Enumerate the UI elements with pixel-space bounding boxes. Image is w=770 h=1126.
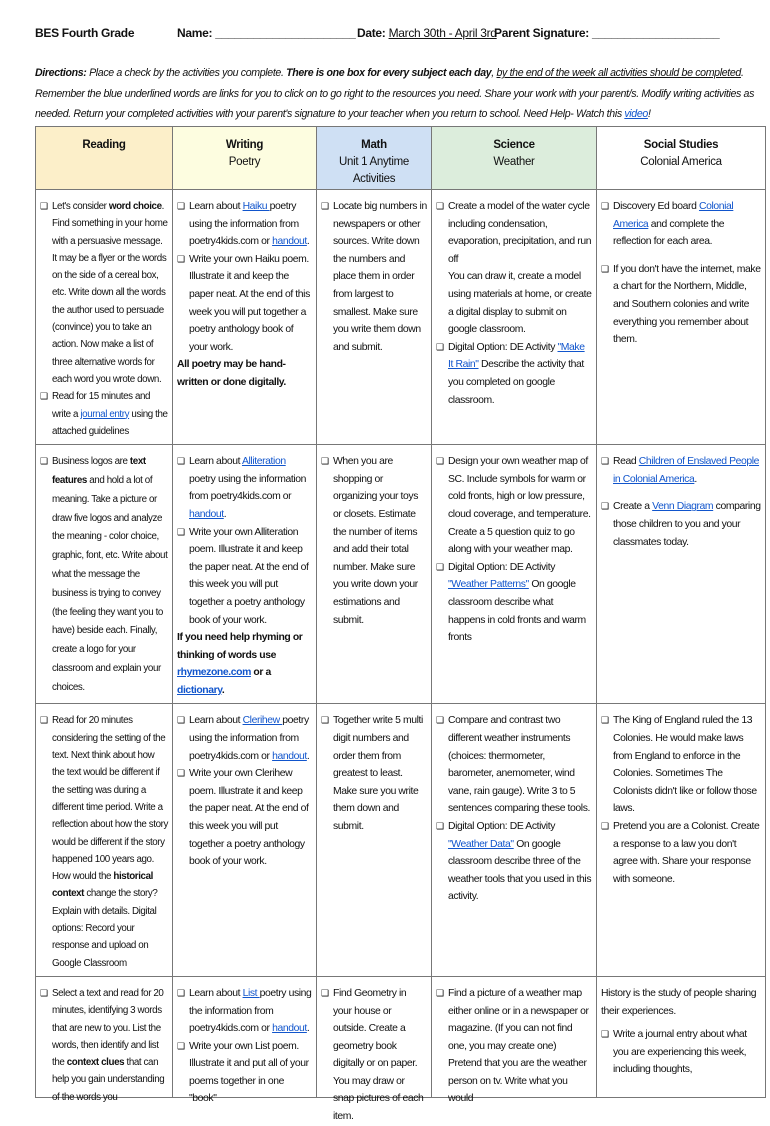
item-text: poetry using the information from poetry4kids.com or <box>189 715 309 762</box>
col-title: Science <box>493 139 535 151</box>
checkbox-icon[interactable]: ❑ <box>436 715 444 726</box>
list-item <box>177 712 312 765</box>
note-text: or a <box>250 667 271 679</box>
checkbox-icon[interactable]: ❑ <box>177 1040 185 1051</box>
item-text: Select a text and read for 20 minutes, identifying 3 words that are new to you. List the words, then identify and list the <box>52 987 164 1069</box>
list-item <box>321 985 427 1126</box>
checkbox-icon[interactable]: ❑ <box>321 715 329 726</box>
item-text: Digital Option: DE Activity <box>448 821 556 833</box>
note-bold: All poetry may be hand- written or done digitally. <box>177 359 286 388</box>
item-text: . <box>223 508 227 520</box>
item-bold: text features <box>52 456 146 486</box>
item-text: change the story? Explain with details. Digital options: Record your response and upload on Google Classroom <box>52 888 158 969</box>
item-text: Find a picture of a weather map either online or in a newspaper or magazine. (If you can not find one, you may create one) <box>448 987 589 1052</box>
item-text: Write your own Clerihew poem. Illustrate it and keep the paper neat. At the end of this week you will put together a poetry anthology book of your work. <box>189 768 309 868</box>
handout-link[interactable]: handout <box>189 508 224 520</box>
item-text: and hold a lot of meaning. Take a picture or draw five logos and analyze the meaning - color choice, graphic, font, etc. Write about what the message the business is trying to convey (the feeling they want you to have) beside each. Finally, create a logo for your classroom and explain your choices. <box>52 474 168 693</box>
checkbox-icon[interactable]: ❑ <box>601 456 609 467</box>
col-title: Social Studies <box>643 139 719 151</box>
item-text: . Find something in your home with a persuasive message. It may be a flyer or the words on the side of a cereal box, etc. Write down all the words the author used to persuade (convince) you to take an action. Now make a list of three alternative words for each word you wrote down. <box>52 201 168 385</box>
checkbox-icon[interactable]: ❑ <box>321 201 329 211</box>
table-row <box>36 704 766 976</box>
directions-bold: There is one box for every subject each day <box>286 67 492 79</box>
item-text: Write a journal entry about what you are experiencing this week, including thoughts, <box>613 1029 747 1076</box>
directions-underline: by the end of the week all activities should be completed <box>496 67 741 79</box>
checkbox-icon[interactable]: ❑ <box>436 201 444 211</box>
checkbox-icon[interactable]: ❑ <box>601 501 609 512</box>
cell-math <box>317 190 432 445</box>
note-text: . <box>221 684 225 696</box>
video-link[interactable]: video <box>624 108 648 120</box>
list-item <box>321 712 427 835</box>
col-title: Reading <box>82 139 126 151</box>
item-text: poetry using the information from poetry4kids.com or <box>189 201 299 248</box>
list-item <box>601 453 761 488</box>
checkbox-icon[interactable]: ❑ <box>177 768 185 779</box>
item-text: Read for 20 minutes considering the setting of the text. Next think about how the text would be different if the setting was during a different time period. Write a reflection about how the story would be different if the story happened 100 years ago. How would the <box>52 715 168 883</box>
list-item <box>40 712 168 971</box>
item-text: Learn about <box>189 456 242 468</box>
item-text: On google classroom describe three of the weather tools that you used in this activity. <box>448 838 592 903</box>
item-text: Business logos are <box>52 456 130 468</box>
checkbox-icon[interactable]: ❑ <box>177 201 185 211</box>
checkbox-icon[interactable]: ❑ <box>177 253 185 264</box>
date-label <box>357 26 497 40</box>
item-text: Write your own Alliteration poem. Illustrate it and keep the paper neat. At the end of this week you will put together a poetry anthology book of your work. <box>189 526 309 626</box>
item-text: Design your own weather map of SC. Include symbols for warm or cold fronts, high or low pressure, cloud coverage, and temperature. Create a 5 question quiz to go along with your weather map. <box>448 456 591 556</box>
note-text: If you need help rhyming or thinking of words use <box>177 632 303 661</box>
item-bold: word choice <box>108 201 162 212</box>
list-item <box>601 498 761 551</box>
activity-table <box>35 126 766 1123</box>
item-text: Together write 5 multi digit numbers and order them from greatest to least. Make sure you write them down and submit. <box>333 715 423 833</box>
item-text: History is the study of people sharing their experiences. <box>601 987 757 1017</box>
item-text: Discovery Ed board <box>613 201 699 212</box>
directions-text: , <box>491 67 497 79</box>
haiku-link[interactable]: Haiku <box>242 201 270 212</box>
name-field[interactable]: Name: ______________________ <box>177 26 356 40</box>
item-text: . <box>694 473 697 485</box>
handout-link[interactable]: handout <box>272 236 307 248</box>
checkbox-icon[interactable]: ❑ <box>177 715 185 726</box>
list-item <box>436 559 592 647</box>
cell-science <box>432 976 597 1105</box>
item-text: Write your own Haiku poem. Illustrate it and keep the paper neat. At the end of this week you will put together a poetry anthology book of your work. <box>189 253 310 353</box>
list-item <box>436 818 592 906</box>
handout-link[interactable]: handout <box>272 750 307 762</box>
date-label-text: Date: <box>357 26 386 40</box>
checkbox-icon[interactable]: ❑ <box>177 456 185 467</box>
item-text: Find Geometry in your house or outside. Create a geometry book digitally or on paper. You may draw or snap pictures of each item. <box>333 987 424 1123</box>
journal-entry-link[interactable]: journal entry <box>80 408 130 420</box>
col-sub: Weather <box>493 156 535 168</box>
cell-social-studies <box>597 704 766 976</box>
school-grade: BES Fourth Grade <box>35 26 135 40</box>
cell-science <box>432 190 597 445</box>
item-text: When you are shopping or organizing your toys or closets. Estimate the number of items and add their total number. Make sure you write down your estimations and submit. <box>333 456 418 626</box>
directions-lead: Directions: <box>35 67 87 79</box>
checkbox-icon[interactable]: ❑ <box>436 341 444 352</box>
cell-science <box>432 704 597 976</box>
cell-reading <box>36 445 173 704</box>
directions <box>35 63 755 125</box>
list-item <box>436 339 592 409</box>
item-text: Write your own List poem. Illustrate it and put all of your poems together in one "book" <box>189 1040 309 1105</box>
checkbox-icon[interactable]: ❑ <box>436 987 444 998</box>
cell-social-studies <box>597 190 766 445</box>
directions-text: Place a check by the activities you complete. <box>86 67 287 79</box>
weather-data-link[interactable]: "Weather Data" <box>448 838 514 850</box>
cell-science <box>432 445 597 704</box>
item-text: comparing those children to you and your classmates today. <box>613 501 761 548</box>
item-text: Pretend that you are the weather person on tv. Write what you would <box>448 1058 587 1105</box>
list-poetry-link[interactable]: List <box>242 987 260 999</box>
item-text: Let's consider <box>52 201 109 212</box>
make-it-rain-link[interactable]: "Make It Rain" <box>448 341 585 371</box>
cell-reading <box>36 976 173 1103</box>
list-item <box>40 388 168 440</box>
item-bold: historical context <box>52 871 153 900</box>
checkbox-icon[interactable]: ❑ <box>601 1029 609 1040</box>
checkbox-icon[interactable]: ❑ <box>40 715 48 726</box>
dictionary-link[interactable]: dictionary <box>177 684 222 696</box>
checkbox-icon[interactable]: ❑ <box>321 987 329 998</box>
item-text: Digital Option: DE Activity <box>448 341 558 353</box>
col-science <box>432 127 597 190</box>
venn-diagram-link[interactable]: Venn Diagram <box>652 501 714 513</box>
item-text: If you don't have the internet, make a chart for the Northern, Middle, and Southern colonies and write everything you remember about them. <box>613 263 761 346</box>
item-text: Learn about <box>189 715 243 727</box>
item-text: Learn about <box>189 987 243 999</box>
list-item <box>177 524 312 630</box>
item-text: using the attached guidelines <box>52 408 168 437</box>
list-item <box>601 712 761 818</box>
item-bold: context clues <box>66 1057 125 1069</box>
cell-writing <box>173 445 317 704</box>
checkbox-icon[interactable]: ❑ <box>601 263 609 274</box>
item-text: poetry using the information from poetry4kids.com or <box>189 987 312 1035</box>
checkbox-icon[interactable]: ❑ <box>321 456 329 467</box>
table-row <box>36 190 766 445</box>
list-item <box>40 453 168 697</box>
note-bold <box>177 629 312 699</box>
list-item <box>321 198 427 356</box>
list-item <box>436 453 592 559</box>
col-math <box>317 127 432 190</box>
item-text: that can help you gain understanding of the words you <box>52 1057 165 1103</box>
table-row <box>36 976 766 1097</box>
item-text: The King of England ruled the 13 Colonies. He would make laws from England to enforce in the Colonies. Sometimes The Colonists didn't like or follow those laws. <box>613 715 757 815</box>
item-text: Pretend you are a Colonist. Create a response to a law you don't agree with. Share your response with someone. <box>613 821 760 885</box>
checkbox-icon[interactable]: ❑ <box>436 561 444 572</box>
directions-text: ! <box>647 108 651 120</box>
item-text: Locate big numbers in newspapers or other sources. Write down the numbers and place them in order from largest to smallest. Make sure you write them down and submit. <box>333 201 427 353</box>
col-sub: Poetry <box>228 156 261 168</box>
col-social-studies <box>597 127 766 190</box>
item-text: On google classroom describe what happens in cold fronts and warm fronts <box>448 579 586 644</box>
list-item <box>177 251 312 357</box>
clerihew-link[interactable]: Clerihew <box>242 715 283 727</box>
item-text: and complete the reflection for each area. <box>613 218 725 248</box>
checkbox-icon[interactable]: ❑ <box>40 391 48 402</box>
col-sub: Unit 1 Anytime Activities <box>339 156 409 185</box>
list-item <box>177 198 312 251</box>
parent-signature-field[interactable]: Parent Signature: ____________________ <box>494 26 720 40</box>
list-item <box>436 712 592 818</box>
handout-link[interactable]: handout <box>272 1023 307 1035</box>
item-text: Read for 15 minutes and write a <box>52 391 151 420</box>
col-title: Math <box>361 139 387 151</box>
cell-writing <box>173 976 317 1105</box>
date-value: March 30th - April 3rd <box>388 26 497 40</box>
checkbox-icon[interactable]: ❑ <box>40 456 48 467</box>
item-text: Compare and contrast two different weather instruments (choices: thermometer, barometer, anemometer, wind vane, rain gauge). Write 3 to 5 sentences comparing these tools. <box>448 715 590 815</box>
cell-social-studies <box>597 976 766 1097</box>
item-text: You can draw it, create a model using materials at home, or create a digital display to submit on google classroom. <box>448 271 592 336</box>
checkbox-icon[interactable]: ❑ <box>601 715 609 726</box>
item-text: Create a model of the water cycle including condensation, evaporation, precipitation, and run off <box>448 201 592 265</box>
list-item <box>601 818 761 888</box>
item-text: . <box>306 236 310 248</box>
col-sub: Colonial America <box>640 156 722 168</box>
cell-math <box>317 445 432 704</box>
col-writing <box>173 127 317 190</box>
list-item <box>177 453 312 523</box>
checkbox-icon[interactable]: ❑ <box>436 821 444 832</box>
list-item <box>177 985 312 1038</box>
cell-reading <box>36 190 173 445</box>
list-item <box>601 261 761 349</box>
checkbox-icon[interactable]: ❑ <box>436 456 444 467</box>
list-item <box>40 985 168 1106</box>
list-item <box>601 1026 761 1079</box>
item-text: . <box>306 1023 310 1035</box>
checkbox-icon[interactable]: ❑ <box>177 987 185 998</box>
rhymezone-link[interactable]: rhymezone.com <box>177 667 251 679</box>
list-item <box>436 198 592 339</box>
item-text: Learn about <box>189 201 243 212</box>
alliteration-link[interactable]: Alliteration <box>241 456 286 468</box>
cell-math <box>317 976 432 1123</box>
cell-writing <box>173 704 317 976</box>
item-text: poetry using the information from poetry4kids.com or <box>189 473 307 503</box>
checkbox-icon[interactable]: ❑ <box>40 987 48 998</box>
list-item <box>321 453 427 629</box>
item-text: Digital Option: DE Activity <box>448 561 556 573</box>
list-item <box>177 765 312 871</box>
directions-text: . Remember the blue underlined words are links for you to click on to go right to the resources you need. Share your work with your parent/s. Modify writing activities as needed. Return your completed activities with your parent's signature to your teacher when you return to school. Need Help- Watch this <box>35 67 755 120</box>
checkbox-icon[interactable]: ❑ <box>40 201 48 211</box>
list-item <box>436 985 592 1108</box>
cell-math <box>317 704 432 976</box>
checkbox-icon[interactable]: ❑ <box>601 821 609 832</box>
item-text: Read <box>613 456 639 468</box>
list-item <box>601 198 761 251</box>
checkbox-icon[interactable]: ❑ <box>601 201 609 211</box>
cell-reading <box>36 704 173 976</box>
col-reading <box>36 127 173 190</box>
table-row <box>36 445 766 704</box>
list-item <box>177 1038 312 1108</box>
list-item <box>40 198 168 388</box>
item-text: Create a <box>613 501 653 513</box>
item-text: . <box>306 750 310 762</box>
item-text: Describe the activity that you completed on google classroom. <box>448 359 584 406</box>
weather-patterns-link[interactable]: "Weather Patterns" <box>448 579 529 591</box>
cell-social-studies <box>597 445 766 704</box>
header-row <box>36 127 766 190</box>
checkbox-icon[interactable]: ❑ <box>177 526 185 537</box>
enslaved-children-link[interactable]: Children of Enslaved People in Colonial America <box>613 456 760 485</box>
cell-writing <box>173 190 317 445</box>
colonial-america-link[interactable]: Colonial America <box>613 201 734 230</box>
col-title: Writing <box>225 139 264 151</box>
